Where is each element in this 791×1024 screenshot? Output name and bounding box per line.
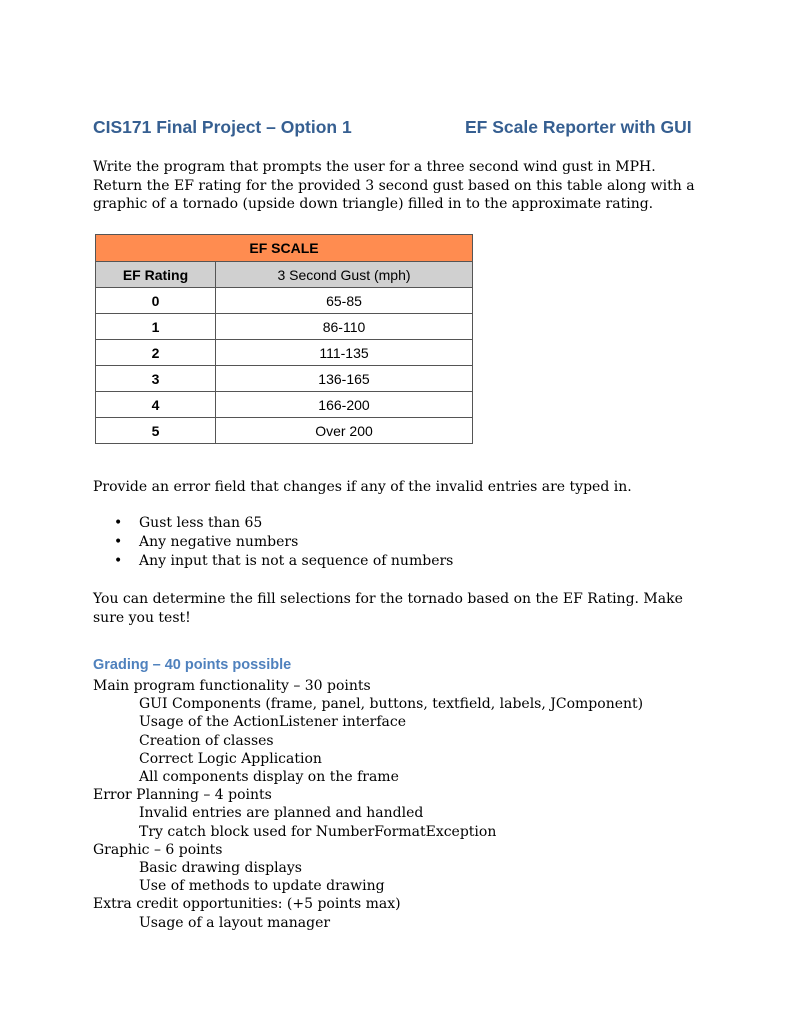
intro-paragraph: Write the program that prompts the user for a three second wind gust in MPH. Return the EF rating for the provided 3 second gust based on this table along with a graphic of a tornado (upside down triangle) filled in to the approximate rating. bbox=[93, 159, 695, 212]
grading-line: Usage of a layout manager bbox=[139, 914, 331, 931]
error-paragraph: Provide an error field that changes if any of the invalid entries are typed in. bbox=[93, 479, 632, 495]
grading-list bbox=[93, 677, 703, 932]
rating-cell: 5 bbox=[96, 418, 216, 444]
grading-line: Try catch block used for NumberFormatException bbox=[139, 823, 497, 840]
table-row bbox=[96, 418, 473, 444]
list-item: • Gust less than 65 bbox=[93, 514, 453, 533]
grading-line: Main program functionality – 30 points bbox=[93, 678, 371, 694]
title-right: EF Scale Reporter with GUI bbox=[465, 117, 692, 137]
grading-line: Correct Logic Application bbox=[139, 750, 322, 767]
grading-line: Creation of classes bbox=[139, 732, 274, 749]
grading-line: Basic drawing displays bbox=[139, 860, 302, 877]
invalid-entries-list bbox=[93, 514, 453, 571]
grading-line: Error Planning – 4 points bbox=[93, 787, 272, 804]
ef-scale-table bbox=[95, 234, 473, 444]
grading-line: GUI Components (frame, panel, buttons, textfield, labels, JComponent) bbox=[139, 696, 644, 713]
table-row bbox=[96, 314, 473, 340]
table-row bbox=[96, 392, 473, 418]
table-row bbox=[96, 340, 473, 366]
rating-cell: 3 bbox=[96, 366, 216, 392]
rating-cell: 4 bbox=[96, 392, 216, 418]
fill-paragraph: You can determine the fill selections for the tornado based on the EF Rating. Make sure you test! bbox=[93, 591, 683, 626]
grading-line: Extra credit opportunities: (+5 points max) bbox=[93, 896, 401, 913]
list-item: • Any input that is not a sequence of numbers bbox=[93, 552, 453, 571]
list-item: • Any negative numbers bbox=[93, 533, 453, 552]
rating-cell: 2 bbox=[96, 340, 216, 366]
gust-cell: 166-200 bbox=[216, 392, 473, 418]
grading-heading: Grading – 40 points possible bbox=[93, 657, 292, 673]
gust-cell: 86-110 bbox=[216, 314, 473, 340]
column-header-rating: EF Rating bbox=[96, 262, 216, 288]
grading-line: Graphic – 6 points bbox=[93, 841, 223, 858]
column-header-gust: 3 Second Gust (mph) bbox=[216, 262, 473, 288]
gust-cell: 111-135 bbox=[216, 340, 473, 366]
gust-cell: 65-85 bbox=[216, 288, 473, 314]
table-title: EF SCALE bbox=[96, 235, 473, 262]
gust-cell: Over 200 bbox=[216, 418, 473, 444]
gust-cell: 136-165 bbox=[216, 366, 473, 392]
rating-cell: 1 bbox=[96, 314, 216, 340]
table-row bbox=[96, 288, 473, 314]
grading-line: All components display on the frame bbox=[139, 769, 399, 786]
grading-line: Invalid entries are planned and handled bbox=[139, 805, 424, 822]
grading-line: Use of methods to update drawing bbox=[139, 878, 385, 895]
title-left: CIS171 Final Project – Option 1 bbox=[93, 117, 352, 137]
rating-cell: 0 bbox=[96, 288, 216, 314]
grading-line: Usage of the ActionListener interface bbox=[139, 714, 407, 731]
table-row bbox=[96, 366, 473, 392]
